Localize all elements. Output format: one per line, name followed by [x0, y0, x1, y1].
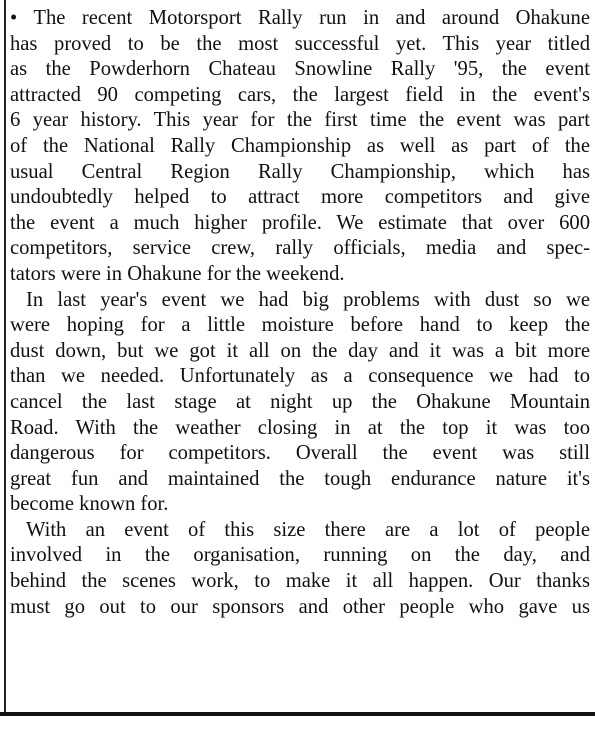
paragraph-2 [10, 288, 590, 518]
text-line: must go out to our sponsors and other people who gave us [10, 595, 590, 618]
text-line: usual Central Region Rally Championship, which has [10, 160, 590, 183]
text-line: has proved to be the most successful yet. This year titled [10, 32, 590, 55]
paragraph-1 [10, 6, 590, 288]
column-rule [4, 0, 6, 712]
bottom-rule [0, 712, 595, 716]
text-line: great fun and maintained the tough endurance nature it's [10, 467, 590, 490]
text-line: dust down, but we got it all on the day and it was a bit more [10, 339, 590, 362]
text-line: • The recent Motorsport Rally run in and around Ohakune [10, 7, 590, 29]
text-line: competitors, service crew, rally officials, media and spec- [10, 237, 590, 260]
article-body [10, 6, 590, 620]
text-line: of the National Rally Championship as well as part of the [10, 134, 590, 157]
text-line: undoubtedly helped to attract more competitors and give [10, 186, 590, 209]
text-line: the event a much higher profile. We estimate that over 600 [10, 211, 590, 234]
text-line: dangerous for competitors. Overall the event was still [10, 442, 590, 465]
text-line: become known for. [10, 493, 169, 516]
text-line: attracted 90 competing cars, the largest field in the event's [10, 83, 590, 106]
paragraph-3 [10, 518, 590, 620]
text-line: tators were in Ohakune for the weekend. [10, 262, 345, 285]
text-line: In last year's event we had big problems with dust so we [26, 288, 590, 311]
text-line: as the Powderhorn Chateau Snowline Rally '95, the event [10, 58, 590, 81]
text-line: cancel the last stage at night up the Ohakune Mountain [10, 390, 590, 413]
text-line: were hoping for a little moisture before hand to keep the [10, 314, 590, 337]
text-line: behind the scenes work, to make it all happen. Our thanks [10, 570, 590, 593]
text-line: than we needed. Unfortunately as a consequence we had to [10, 365, 590, 388]
text-line: involved in the organisation, running on the day, and [10, 544, 590, 567]
text-line: 6 year history. This year for the first time the event was part [10, 109, 590, 132]
text-line: With an event of this size there are a lot of people [26, 518, 590, 541]
text-line: Road. With the weather closing in at the top it was too [10, 416, 590, 439]
